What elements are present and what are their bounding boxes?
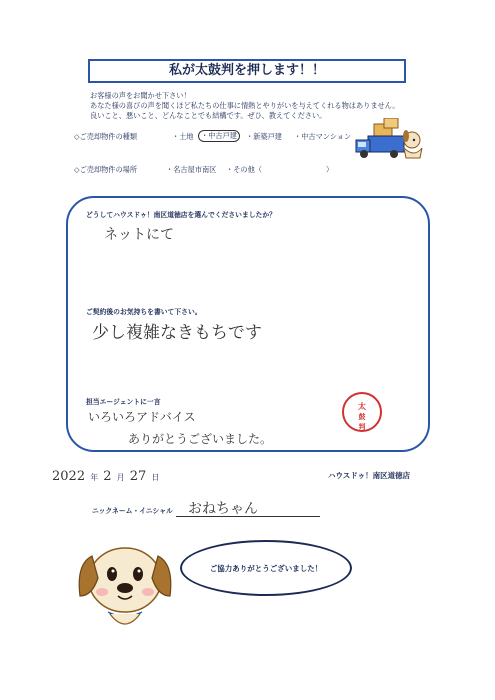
intro-line-3: 良いこと、悪いこと、どんなことでも結構です。ぜひ、教えてください。	[90, 111, 327, 120]
date-month-label: 月	[116, 473, 125, 482]
nickname-label: ニックネーム・イニシャル	[92, 507, 173, 515]
intro-line-2: あなた様の喜びの声を聞くほど私たちの仕事に情熱とやりがいを与えてくれる物はありません。	[90, 101, 400, 110]
property-location-other-close: ）	[326, 165, 334, 174]
answer-3-line-2: ありがとうございました。	[128, 432, 273, 446]
taikoban-stamp	[342, 392, 382, 432]
question-2: ご契約後のお気持ちを書いて下さい。	[86, 308, 202, 316]
date-year: 2022	[52, 469, 86, 484]
truck-illustration	[354, 118, 426, 162]
question-1: どうしてハウスドゥ！南区道徳店を選んでくださいましたか？	[86, 211, 276, 219]
dog-mascot	[70, 534, 180, 634]
thank-you-bubble	[180, 540, 352, 596]
stamp-char-3: 判	[358, 423, 366, 431]
intro-line-1: お客様の声をお聞かせ下さい！	[90, 91, 191, 100]
date-day: 27	[129, 469, 147, 484]
property-type-option-used-mansion: ・中古マンション	[294, 132, 352, 141]
answer-1: ネットにて	[104, 227, 174, 243]
date-month: 2	[103, 469, 112, 484]
answer-2: 少し複雑なきもちです	[92, 323, 262, 343]
property-type-option-land: ・土地	[172, 132, 194, 141]
page-title: 私が太鼓判を押します！！	[88, 59, 406, 83]
answer-3-line-1: いろいろアドバイス	[88, 410, 196, 424]
property-location-label: ◇ご売却物件の場所	[74, 165, 138, 174]
property-type-option-new-house: ・新築戸建	[246, 132, 282, 141]
property-location-area: ・名古屋市南区	[166, 165, 217, 174]
property-type-label: ◇ご売却物件の種類	[74, 132, 138, 141]
question-3: 担当エージェントに一言	[86, 398, 161, 406]
date-day-label: 日	[151, 473, 160, 482]
nickname-value: おねちゃん	[188, 501, 258, 517]
property-type-option-used-house: ・中古戸建	[198, 130, 240, 142]
store-name: ハウスドゥ！南区道徳店	[328, 471, 411, 480]
stamp-char-1: 太	[358, 402, 366, 411]
date	[52, 465, 162, 484]
date-year-label: 年	[90, 473, 99, 482]
stamp-char-2: 鼓	[358, 413, 366, 421]
property-location-other: ・その他（	[226, 165, 262, 174]
thank-you-text: ご協力ありがとうございました！	[209, 563, 323, 573]
